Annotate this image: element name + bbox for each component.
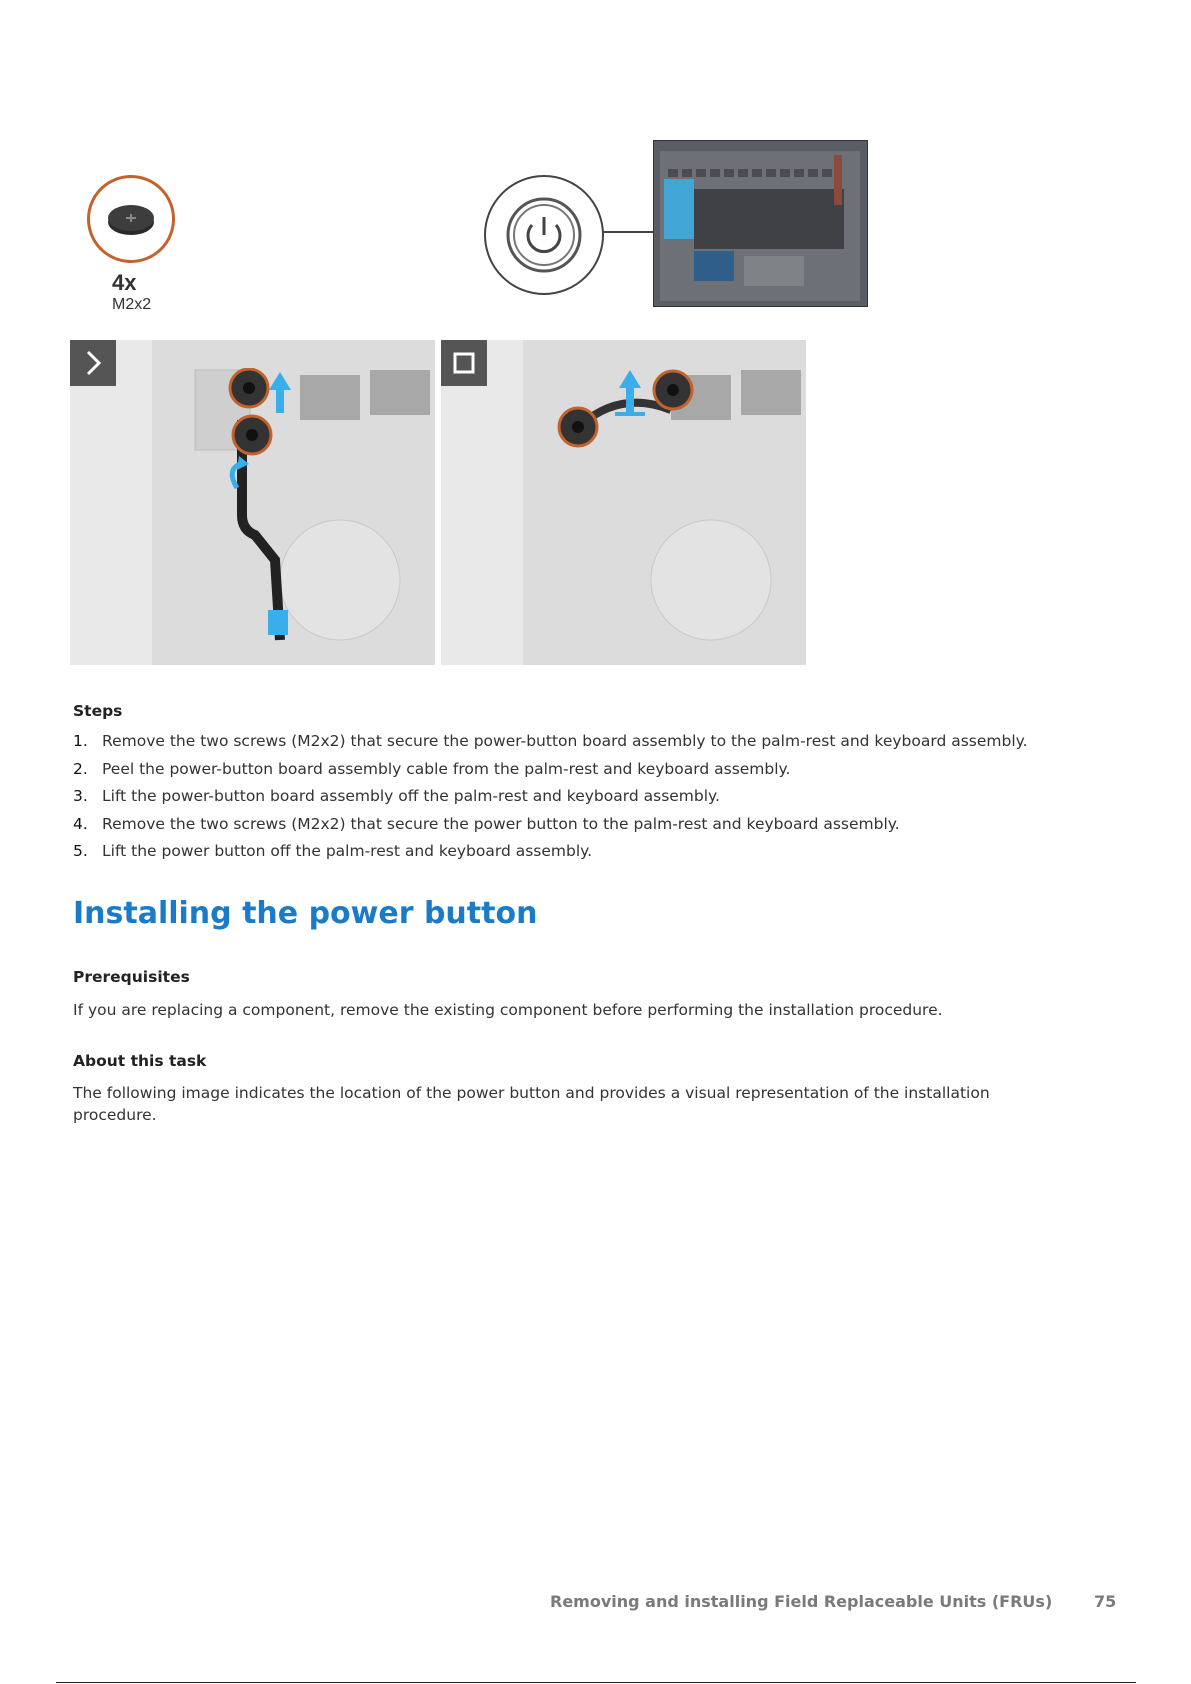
footer-rule (56, 1682, 1136, 1683)
step-item: 1. Remove the two screws (M2x2) that secure the power-button board assembly to the palm-rest and keyboard assembly. (73, 732, 1028, 750)
step-item: 5. Lift the power button off the palm-rest and keyboard assembly. (73, 842, 593, 860)
about-task-heading: About this task (73, 1052, 207, 1070)
footer-section-title: Removing and installing Field Replaceable Units (FRUs) (550, 1592, 1053, 1611)
step-item: 3. Lift the power-button board assembly off the palm-rest and keyboard assembly. (73, 787, 720, 805)
screw-count: 4x (112, 270, 137, 295)
prerequisites-text: If you are replacing a component, remove the existing component before performing the installation procedure. (73, 1001, 943, 1019)
screw-size: M2x2 (112, 296, 152, 313)
power-icon (486, 177, 602, 293)
steps-heading: Steps (73, 702, 123, 720)
screw-markers (225, 368, 315, 518)
chevron-right-icon (70, 340, 116, 386)
screw-callout (87, 175, 175, 263)
steps-list (73, 731, 1123, 869)
about-task-text: The following image indicates the location of the power button and provides a visual representation of the installation procedure. (73, 1084, 990, 1124)
section-title: Installing the power button (73, 896, 538, 931)
procedure-figure (70, 130, 880, 670)
stop-square-icon (441, 340, 487, 386)
callout-connector (603, 231, 653, 233)
page-number: 75 (1094, 1592, 1117, 1611)
step-item: 4. Remove the two screws (M2x2) that secure the power button to the palm-rest and keyboard assembly. (73, 814, 900, 833)
step-item: 2. Peel the power-button board assembly cable from the palm-rest and keyboard assembly. (73, 759, 791, 778)
power-button-callout (484, 175, 604, 295)
screw-markers-2 (553, 362, 723, 472)
step-panel-remove (70, 340, 435, 665)
screw-icon (90, 178, 172, 260)
step-panel-lift (441, 340, 806, 665)
palm-rest-overview-image (653, 140, 868, 307)
prerequisites-heading: Prerequisites (73, 968, 190, 986)
